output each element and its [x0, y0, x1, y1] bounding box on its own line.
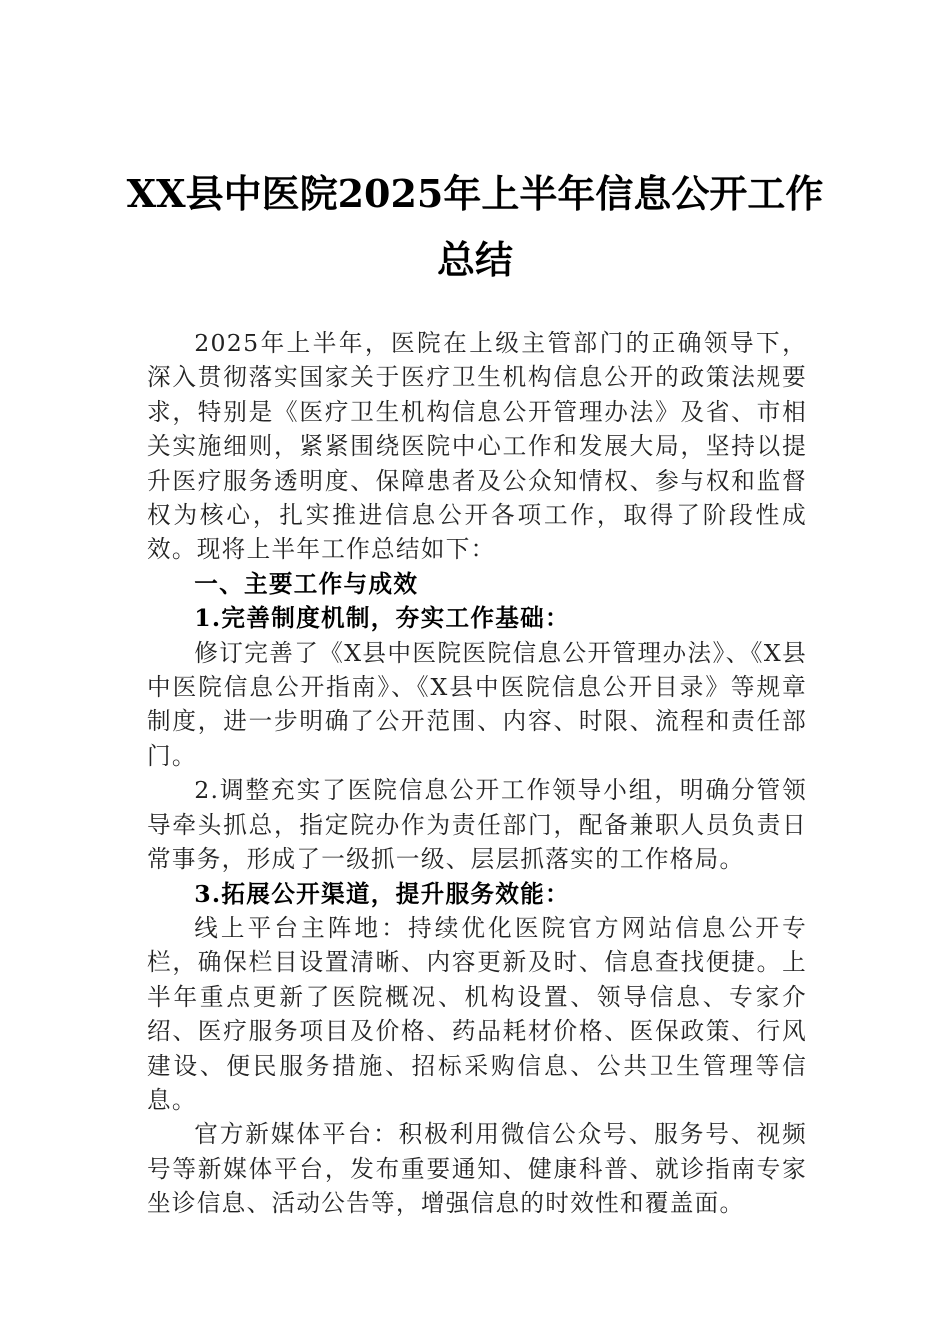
- paragraph-leadership-group: 2.调整充实了医院信息公开工作领导小组，明确分管领导牵头抓总，指定院办作为责任部门，配备兼职人员负责日常事务，形成了一级抓一级、层层抓落实的工作格局。: [147, 776, 807, 874]
- paragraph-intro: 2025年上半年，医院在上级主管部门的正确领导下，深入贯彻落实国家关于医疗卫生机构信息公开的政策法规要求，特别是《医疗卫生机构信息公开管理办法》及省、市相关实施细则，紧紧围绕医院中心工作和发展大局，坚持以提升医疗服务透明度、保障患者及公众知情权、参与权和监督权为核心，扎实推进信息公开各项工作，取得了阶段性成效。现将上半年工作总结如下：: [147, 329, 807, 564]
- document-body: [147, 326, 807, 1221]
- paragraph-new-media: 官方新媒体平台：积极利用微信公众号、服务号、视频号等新媒体平台，发布重要通知、健康科普、就诊指南专家坐诊信息、活动公告等，增强信息的时效性和覆盖面。: [147, 1120, 807, 1218]
- paragraph-regulations: 修订完善了《X县中医院医院信息公开管理办法》、《X县中医院信息公开指南》、《X县中医院信息公开目录》等规章制度，进一步明确了公开范围、内容、时限、流程和责任部门。: [147, 638, 807, 770]
- paragraph-online-platform: 线上平台主阵地：持续优化医院官方网站信息公开专栏，确保栏目设置清晰、内容更新及时、信息查找便捷。上半年重点更新了医院概况、机构设置、领导信息、专家介绍、医疗服务项目及价格、药品耗材价格、医保政策、行风建设、便民服务措施、招标采购信息、公共卫生管理等信息。: [147, 913, 807, 1114]
- section-heading-main-work: 一、主要工作与成效: [194, 569, 419, 598]
- document-title-line1: XX县中医院2025年上半年信息公开工作: [126, 171, 824, 216]
- document-title-line2: 总结: [436, 237, 513, 282]
- subheading-system-mechanism: 1.完善制度机制，夯实工作基础：: [194, 604, 570, 633]
- subheading-channels: 3.拓展公开渠道，提升服务效能：: [194, 879, 570, 908]
